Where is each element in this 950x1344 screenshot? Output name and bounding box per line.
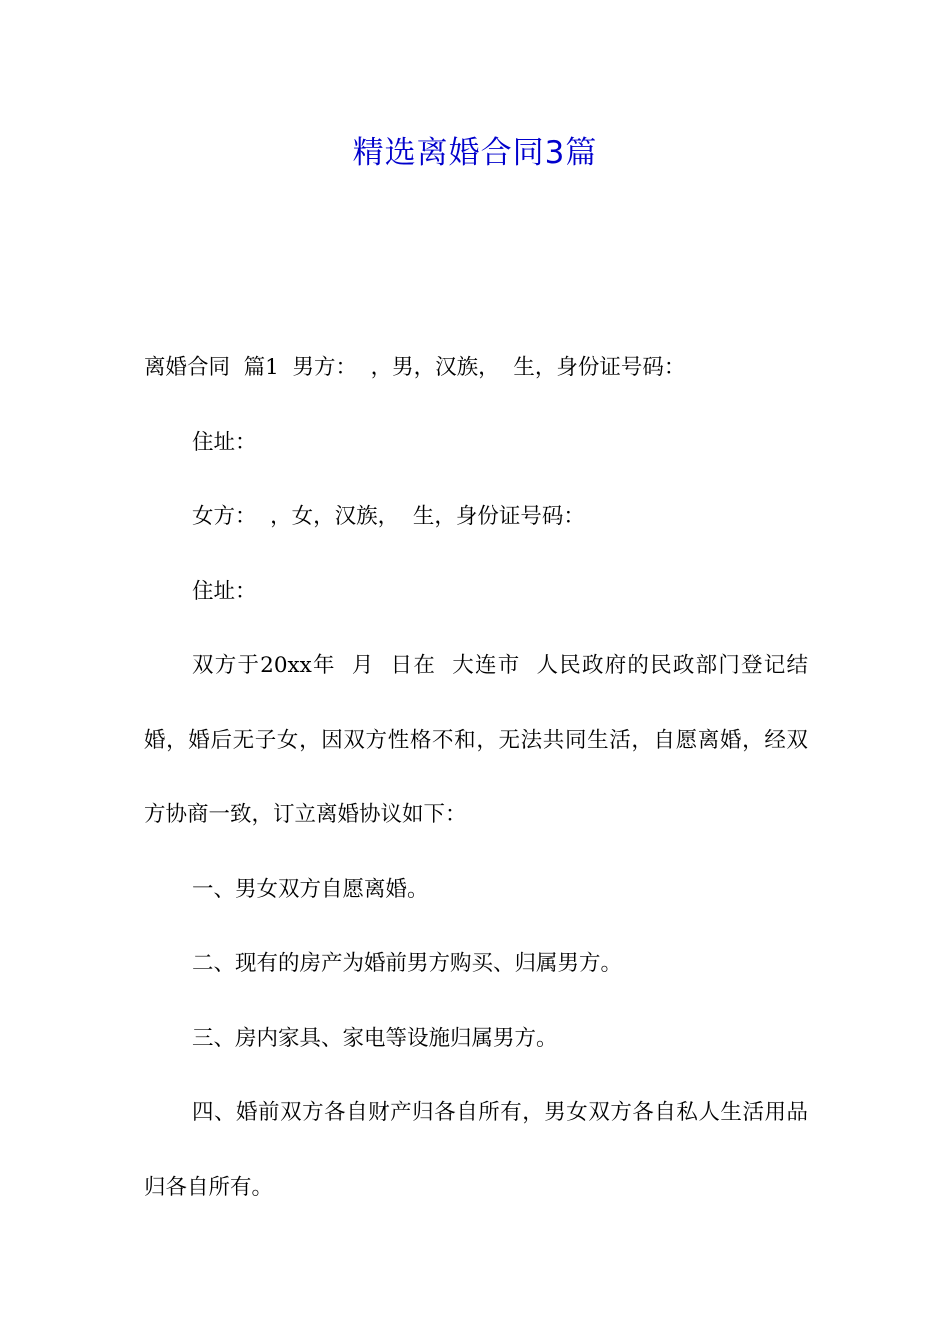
clause-4: 四、婚前双方各自财产归各自所有，男女双方各自私人生活用品归各自所有。	[144, 1100, 808, 1200]
paragraph-marriage-statement: 双方于20xx年 月 日在 大连市 人民政府的民政部门登记结婚，婚后无子女，因双方性格不和，无法共同生活，自愿离婚，经双方协商一致，订立离婚协议如下：	[144, 653, 808, 827]
paragraph-male-address: 住址：	[192, 429, 257, 455]
clause-3: 三、房内家具、家电等设施归属男方。	[192, 1025, 558, 1051]
paragraph-female-address: 住址：	[192, 578, 257, 604]
document-body	[144, 331, 808, 1225]
paragraph-header-male-party: 离婚合同 篇1 男方： ，男，汉族， 生，身份证号码：	[144, 355, 686, 380]
document-title: 精选离婚合同3篇	[352, 135, 598, 171]
clause-1: 一、男女双方自愿离婚。	[192, 876, 429, 902]
paragraph-female-party: 女方： ，女，汉族， 生，身份证号码：	[192, 504, 585, 529]
clause-2: 二、现有的房产为婚前男方购买、归属男方。	[192, 951, 623, 976]
